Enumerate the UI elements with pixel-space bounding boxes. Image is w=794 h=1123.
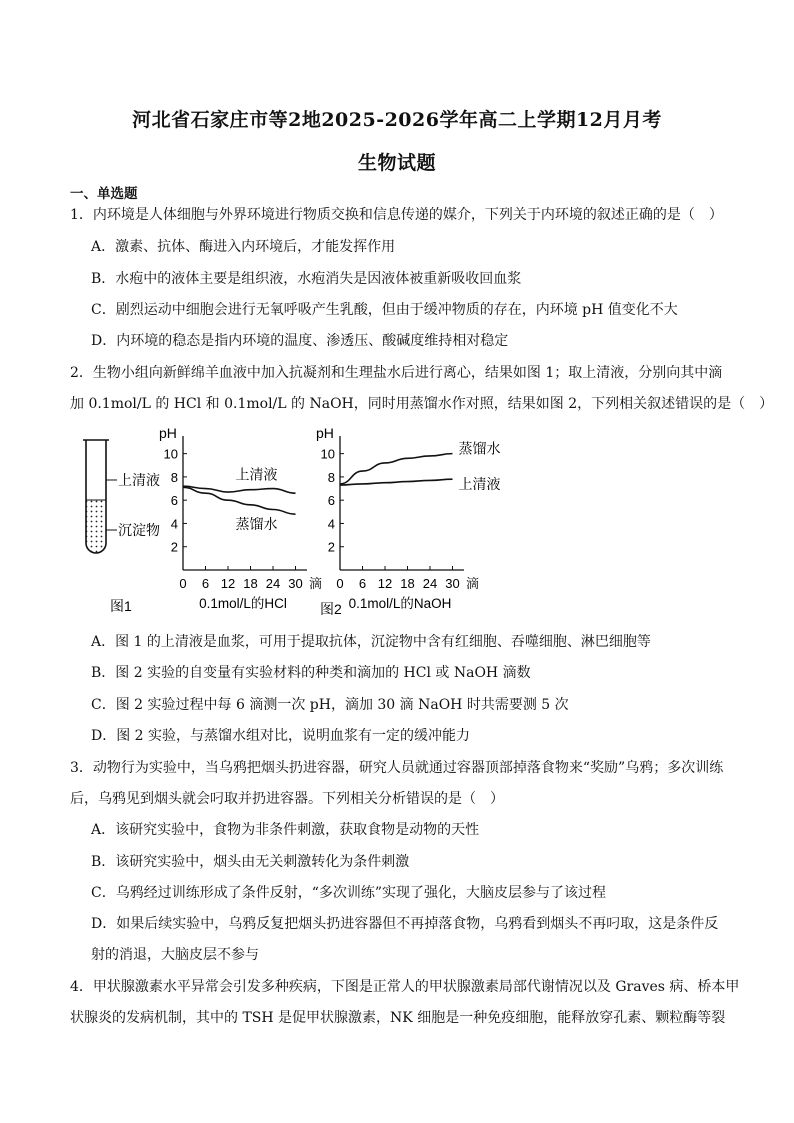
chart-0-y-tick-label: 4 (170, 516, 178, 532)
question-2-option-b: B．图 2 实验的自变量有实验材料的种类和滴加的 HCl 或 NaOH 滴数 (91, 665, 531, 681)
chart-naoh (305, 420, 505, 630)
chart-1-y-tick-label: 4 (327, 516, 335, 532)
question-1-option-a: A．激素、抗体、酶进入内环境后，才能发挥作用 (91, 239, 396, 255)
chart-1-x-tick-label: 6 (358, 576, 367, 591)
question-3-option-a: A．该研究实验中，食物为非条件刺激，获取食物是动物的天性 (91, 822, 480, 838)
chart-1-y-tick-label: 8 (327, 469, 335, 485)
question-3-stem-line1: 3．动物行为实验中，当乌鸦把烟头扔进容器，研究人员就通过容器顶部掉落食物来“奖励”乌鸦；多次训练 (70, 760, 724, 776)
label-precipitate: 沉淀物 (118, 522, 160, 538)
chart-naoh-svg (305, 420, 505, 630)
chart-0-x-unit: 滴 (309, 576, 323, 591)
chart-1-series-line-1 (340, 479, 453, 485)
chart-0-x-tick-label: 24 (265, 576, 281, 591)
chart-0-series-label-0: 上清液 (235, 466, 278, 483)
question-2-option-a: A．图 1 的上清液是血浆，可用于提取抗体，沉淀物中含有红细胞、吞噬细胞、淋巴细胞等 (91, 634, 651, 650)
question-3-option-b: B．该研究实验中，烟头由无关刺激转化为条件刺激 (91, 854, 410, 870)
chart-1-y-tick-label: 6 (327, 493, 335, 509)
question-3-option-d-line1: D．如果后续实验中，乌鸦反复把烟头扔进容器但不再掉落食物，乌鸦看到烟头不再叼取，这是条件反 (91, 916, 719, 932)
question-3-option-d-line2: 射的消退，大脑皮层不参与 (91, 947, 259, 963)
chart-1-y-tick-label: 2 (327, 539, 335, 555)
chart-1-x-tick-label: 18 (400, 576, 415, 591)
chart-0-y-tick-label: 8 (170, 469, 178, 485)
figure-1-caption: 图1 (110, 598, 132, 614)
chart-1-series-label-0: 蒸馏水 (458, 440, 501, 457)
question-1-option-c: C．剧烈运动中细胞会进行无氧呼吸产生乳酸，但由于缓冲物质的存在，内环境 pH 值变化不大 (91, 302, 678, 318)
chart-1-x-tick-label: 30 (445, 576, 460, 591)
chart-0-y-tick-label: 10 (163, 446, 178, 462)
question-2-option-c: C．图 2 实验过程中每 6 滴测一次 pH，滴加 30 滴 NaOH 时共需要测 5 次 (91, 697, 569, 713)
question-3-option-c: C．乌鸦经过训练形成了条件反射，“多次训练”实现了强化，大脑皮层参与了该过程 (91, 885, 607, 901)
chart-1-y-label: pH (316, 425, 334, 441)
question-1-stem: 1．内环境是人体细胞与外界环境进行物质交换和信息传递的媒介，下列关于内环境的叙述正确的是（ ） (70, 207, 723, 223)
chart-0-y-tick-label: 6 (170, 493, 178, 509)
chart-1-series-label-1: 上清液 (458, 476, 501, 493)
page-title: 河北省石家庄市等2地2025-2026学年高二上学期12月月考 (132, 109, 662, 131)
chart-hcl (155, 420, 323, 611)
chart-0-x-tick-label: 6 (201, 576, 210, 591)
chart-0-x-tick-label: 30 (288, 576, 303, 591)
chart-1-x-tick-label: 0 (336, 576, 344, 591)
chart-1-series-line-0 (340, 454, 453, 484)
question-2-option-d: D．图 2 实验，与蒸馏水组对比，说明血浆有一定的缓冲能力 (91, 728, 471, 744)
question-2-stem-line2: 加 0.1mol/L 的 HCl 和 0.1mol/L 的 NaOH，同时用蒸馏水作对照，结果如图 2，下列相关叙述错误的是（ ） (70, 396, 774, 412)
chart-0-x-tick-label: 0 (179, 576, 187, 591)
question-4-stem-line2: 状腺炎的发病机制，其中的 TSH 是促甲状腺激素，NK 细胞是一种免疫细胞，能释放穿孔素、颗粒酶等裂 (70, 1010, 726, 1026)
page-subtitle: 生物试题 (357, 152, 436, 174)
chart-hcl-svg (155, 420, 323, 611)
question-1-option-d: D．内环境的稳态是指内环境的温度、渗透压、酸碱度维持相对稳定 (91, 333, 509, 349)
chart-0-y-tick-label: 2 (170, 539, 178, 555)
section-heading: 一、单选题 (70, 186, 138, 202)
chart-1-x-label: 0.1mol/L的NaOH (348, 596, 452, 611)
chart-0-series-label-1: 蒸馏水 (235, 515, 278, 532)
question-1-option-b: B．水疱中的液体主要是组织液，水疱消失是因液体被重新吸收回血浆 (91, 271, 522, 287)
chart-0-x-label: 0.1mol/L的HCl (199, 596, 287, 611)
chart-1-x-tick-label: 24 (422, 576, 438, 591)
chart-1-caption: 图2 (320, 601, 342, 617)
label-supernatant: 上清液 (118, 472, 160, 488)
question-4-stem-line1: 4．甲状腺激素水平异常会引发多种疾病，下图是正常人的甲状腺激素局部代谢情况以及 Graves 病、桥本甲 (70, 979, 740, 995)
chart-0-x-tick-label: 12 (220, 576, 236, 591)
precipitate-layer (86, 500, 106, 553)
chart-0-x-tick-label: 18 (243, 576, 258, 591)
question-2-stem-line1: 2．生物小组向新鲜绵羊血液中加入抗凝剂和生理盐水后进行离心，结果如图 1；取上清液，分别向其中滴 (70, 365, 723, 381)
chart-0-y-label: pH (159, 425, 177, 441)
chart-1-x-unit: 滴 (466, 576, 480, 591)
chart-1-x-tick-label: 12 (377, 576, 393, 591)
question-3-stem-line2: 后，乌鸦见到烟头就会叼取并扔进容器。下列相关分析错误的是（ ） (70, 791, 504, 807)
chart-1-y-tick-label: 10 (320, 446, 335, 462)
